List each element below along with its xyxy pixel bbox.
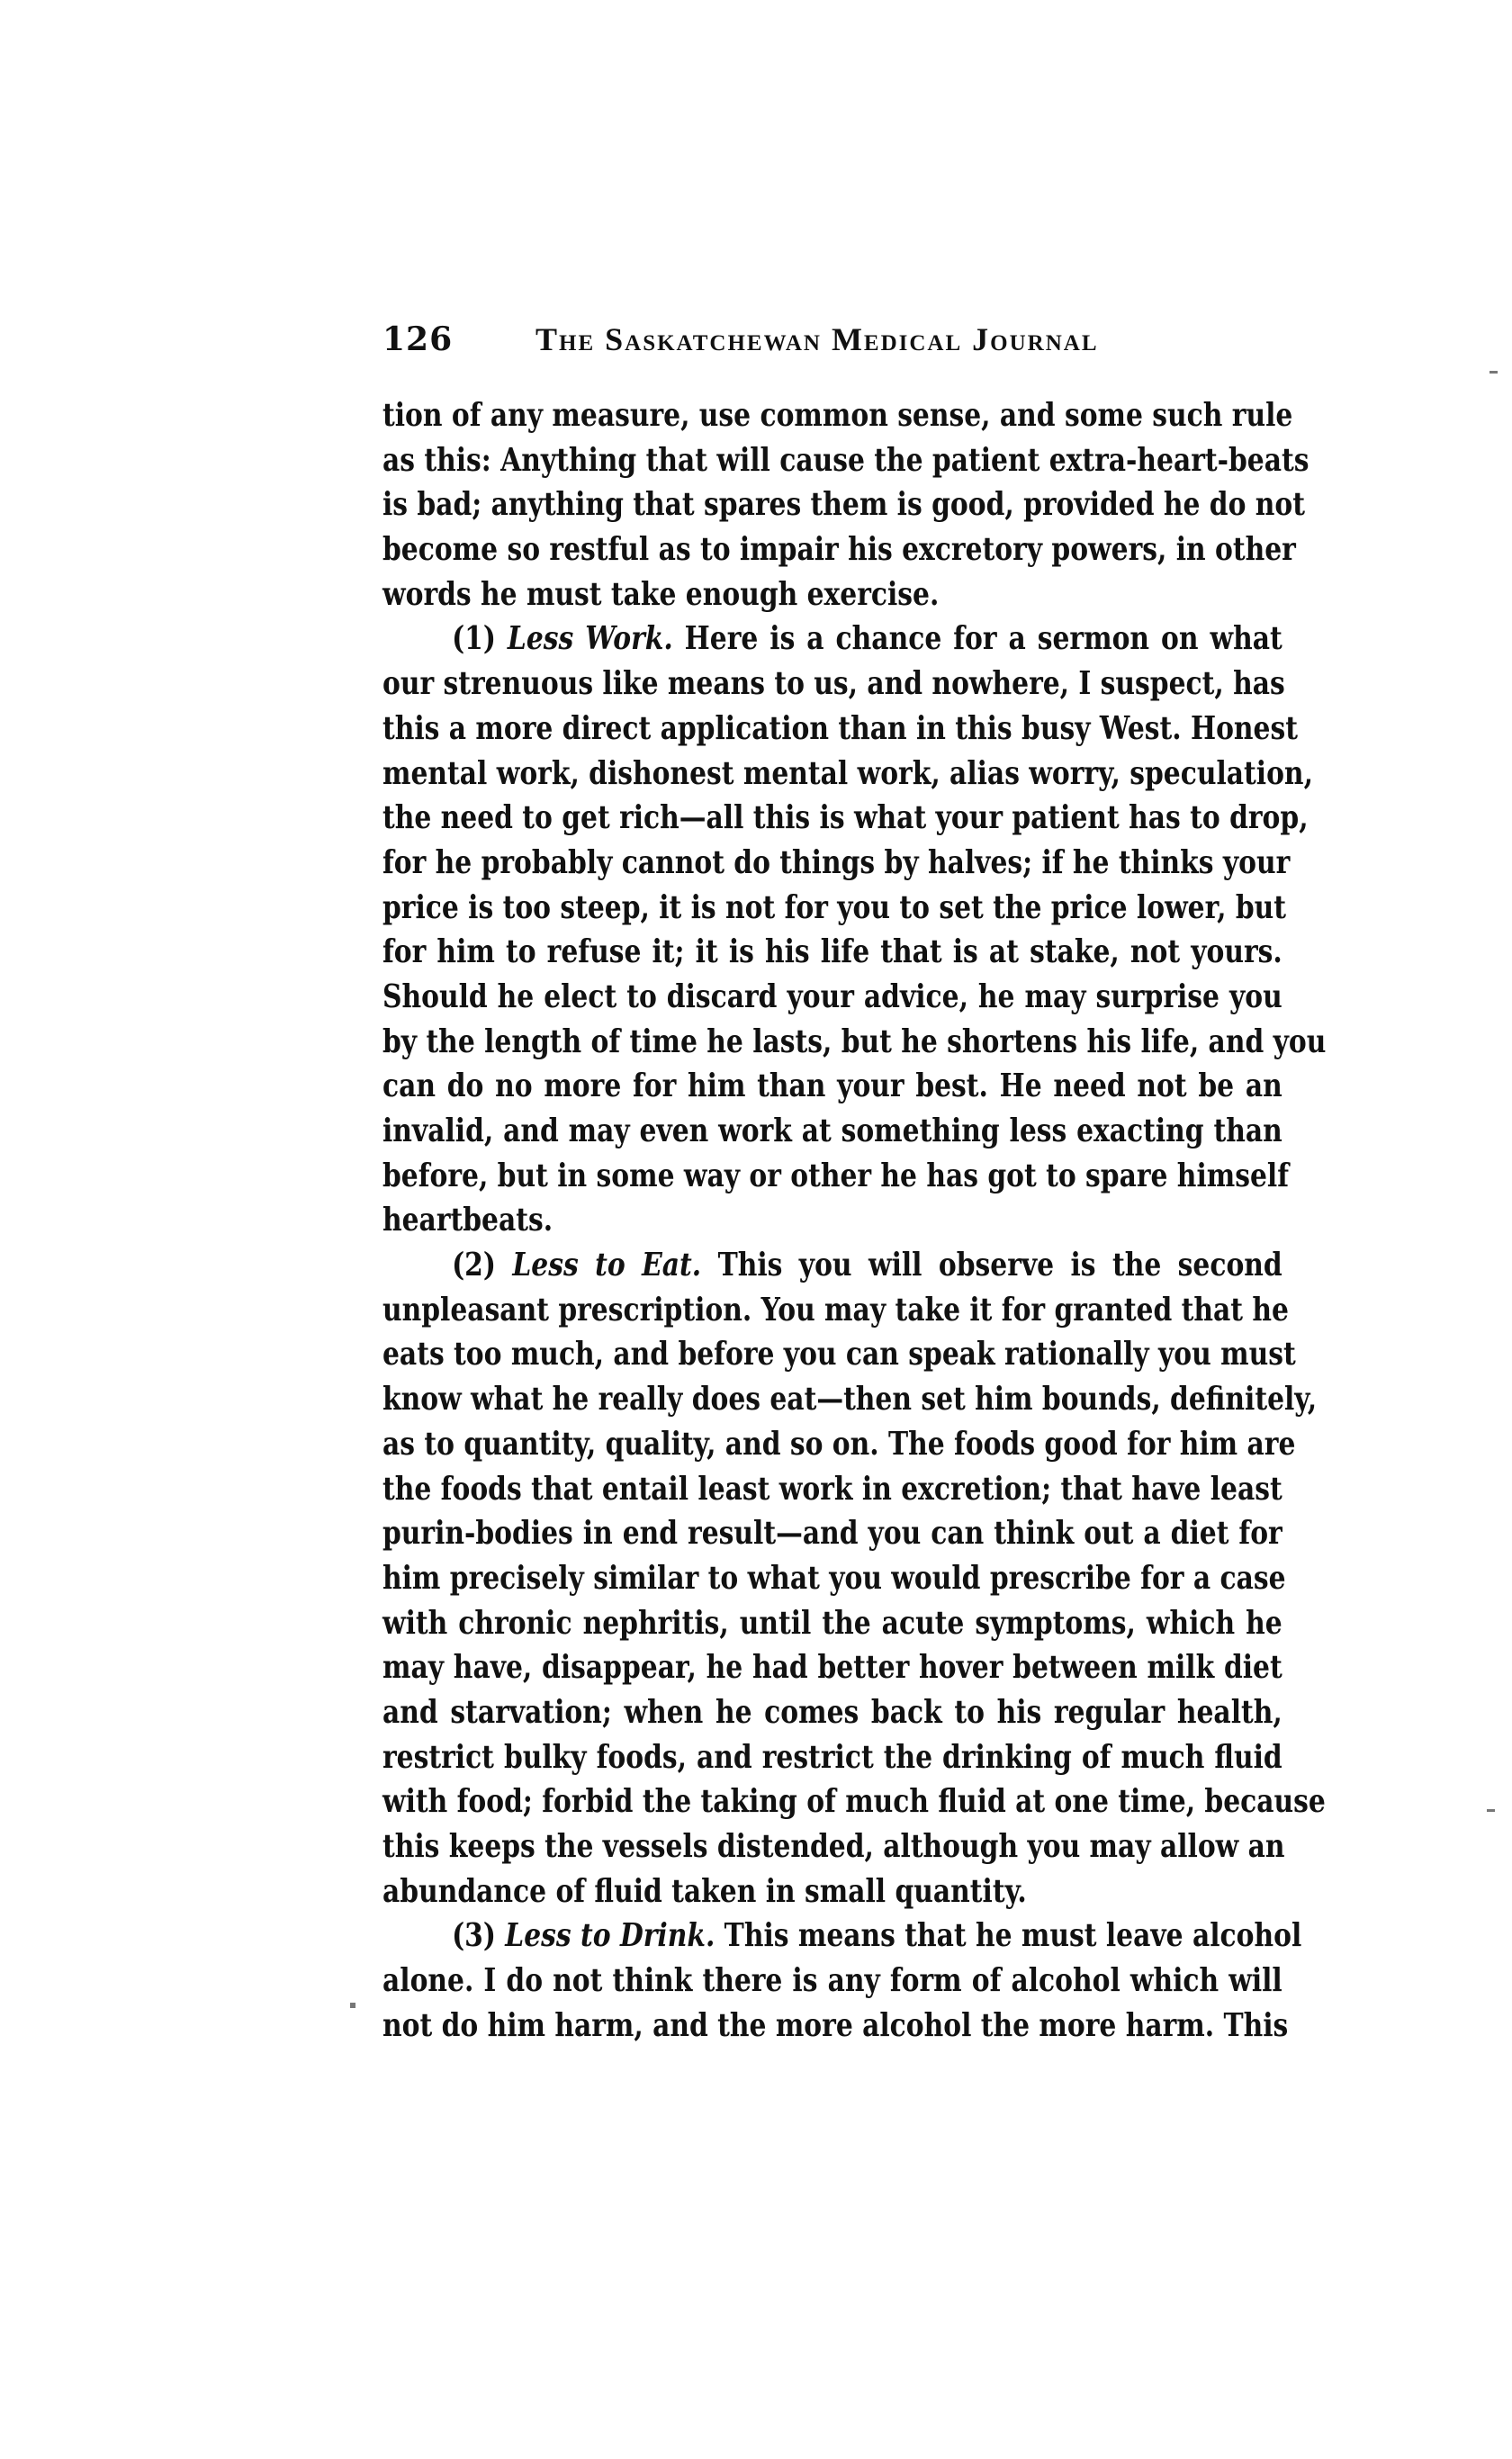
text-line: for he probably cannot do things by halves; if he thinks your	[382, 843, 1291, 881]
paragraph-end-line: abundance of fluid taken in small quantity.	[382, 1872, 1027, 1910]
text-line: may have, disappear, he had better hover between milk diet	[382, 1649, 1282, 1687]
text-line: is bad; anything that spares them is good, provided he do not	[382, 486, 1306, 524]
paragraph-end-line: words he must take enough exercise.	[382, 575, 940, 613]
text-line: can do no more for him than your best. He need not be an	[382, 1067, 1282, 1105]
text-line: become so restful as to impair his excretory powers, in other	[382, 531, 1296, 569]
section-title: Less Work.	[507, 620, 673, 658]
text-line: and starvation; when he comes back to his regular health,	[382, 1693, 1282, 1731]
text-line: before, but in some way or other he has got to spare himself	[382, 1157, 1290, 1194]
section-number: (2)	[452, 1247, 513, 1284]
text-line: the need to get rich—all this is what your patient has to drop,	[382, 799, 1309, 837]
text-line: by the length of time he lasts, but he shortens his life, and you	[382, 1022, 1327, 1060]
text-line: alone. I do not think there is any form of alcohol which will	[382, 1962, 1282, 2000]
scan-speck	[1487, 1809, 1495, 1812]
text-line: tion of any measure, use common sense, and some such rule	[382, 397, 1293, 434]
section-heading-line-less-to-eat: (2) Less to Eat. This you will observe is the second	[452, 1247, 1282, 1284]
text-line: the foods that entail least work in excretion; that have least	[382, 1470, 1282, 1508]
text-line: restrict bulky foods, and restrict the drinking of much fluid	[382, 1738, 1282, 1776]
running-head	[382, 317, 1292, 362]
scan-speck	[1490, 371, 1498, 374]
text-line: this keeps the vessels distended, although you may allow an	[382, 1828, 1285, 1865]
text-line: unpleasant prescription. You may take it for granted that he	[382, 1291, 1289, 1329]
text-line: as to quantity, quality, and so on. The foods good for him are	[382, 1425, 1296, 1463]
text-line: eats too much, and before you can speak rationally you must	[382, 1336, 1296, 1374]
section-number: (3)	[452, 1917, 506, 1955]
text-line: him precisely similar to what you would prescribe for a case	[382, 1559, 1286, 1597]
section-title: Less to Eat.	[512, 1247, 702, 1284]
text-line: as this: Anything that will cause the patient extra-heart-beats	[382, 441, 1310, 479]
text-line: know what he really does eat—then set him bounds, definitely,	[382, 1381, 1318, 1419]
text-line: purin-bodies in end result—and you can think out a diet for	[382, 1515, 1282, 1553]
section-title: Less to Drink.	[505, 1917, 716, 1955]
text-line: with chronic nephritis, until the acute symptoms, which he	[382, 1604, 1282, 1642]
text-line: price is too steep, it is not for you to set the price lower, but	[382, 888, 1287, 926]
text-line: this a more direct application than in this busy West. Honest	[382, 709, 1298, 747]
text-line: not do him harm, and the more alcohol the more harm. This	[382, 2006, 1289, 2044]
text-line: invalid, and may even work at something less exacting than	[382, 1112, 1282, 1149]
text-line: mental work, dishonest mental work, alias worry, speculation,	[382, 754, 1313, 792]
page-number: 126	[382, 320, 454, 358]
text-line: our strenuous like means to us, and nowhere, I suspect, has	[382, 665, 1285, 703]
text-line: for him to refuse it; it is his life that is at stake, not yours.	[382, 933, 1282, 971]
body-text	[382, 393, 1327, 2048]
text-line: with food; forbid the taking of much fluid at one time, because	[382, 1783, 1326, 1821]
paragraph-end-line: heartbeats.	[382, 1202, 554, 1239]
scan-speck	[350, 2003, 356, 2008]
section-number: (1)	[452, 620, 508, 658]
section-heading-line-less-to-drink: (3) Less to Drink. This means that he must leave alcohol	[452, 1917, 1302, 1955]
text-line: Should he elect to discard your advice, he may surprise you	[382, 977, 1282, 1015]
section-heading-line-less-work: (1) Less Work. Here is a chance for a sermon on what	[452, 620, 1282, 658]
journal-title: The Saskatchewan Medical Journal	[536, 321, 1099, 357]
